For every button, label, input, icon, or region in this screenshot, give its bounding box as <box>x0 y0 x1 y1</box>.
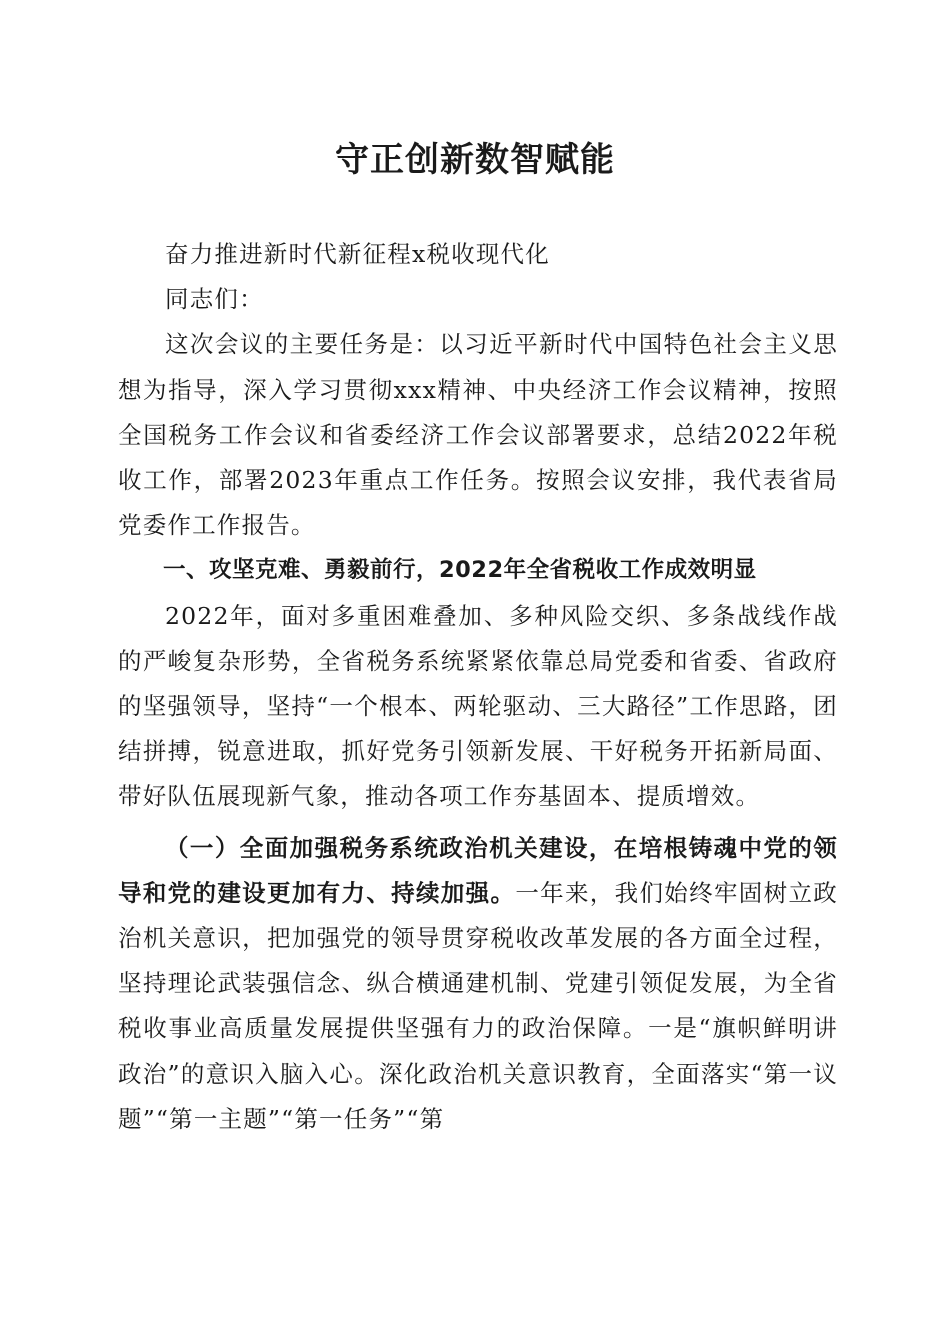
document-title: 守正创新数智赋能 <box>335 140 615 180</box>
salutation: 同志们： <box>165 285 264 314</box>
section-1-paragraph: 2022年，面对多重困难叠加、多种风险交织、多条战线作战的严峻复杂形势，全省税务系统紧紧依靠总局党委和省委、省政府的坚强领导，坚持“一个根本、两轮驱动、三大路径”工作思路，团结拼搏，锐意进取，抓好党务引领新发展、干好税务开拓新局面、带好队伍展现新气象，推动各项工作夯基固本、提质增效。 <box>118 601 838 811</box>
subsection-1-body: 一年来，我们始终牢固树立政治机关意识，把加强党的领导贯穿税收改革发展的各方面全过程，坚持理论武装强信念、纵合横通建机制、党建引领促发展，为全省税收事业高质量发展提供坚强有力的政治保障。一是“旗帜鲜明讲政治”的意识入脑入心。深化政治机关意识教育，全面落实“第一议题”“第一主题”“第一任务”“第 <box>118 878 838 1133</box>
subsection-1-paragraph <box>118 826 838 1142</box>
intro-paragraph: 这次会议的主要任务是：以习近平新时代中国特色社会主义思想为指导，深入学习贯彻xxx精神、中央经济工作会议精神，按照全国税务工作会议和省委经济工作会议部署要求，总结2022年税收工作，部署2023年重点工作任务。按照会议安排，我代表省局党委作工作报告。 <box>118 330 838 540</box>
section-heading-1: 一、攻坚克难、勇毅前行，2022年全省税收工作成效明显 <box>163 557 757 584</box>
document-subtitle: 奋力推进新时代新征程x税收现代化 <box>165 240 550 268</box>
document-body <box>118 232 838 1142</box>
subsection-1-lead: （一）全面加强税务系统政治机关建设，在培根铸魂中党的领导和党的建设更加有力、持续加强。 <box>118 833 838 907</box>
